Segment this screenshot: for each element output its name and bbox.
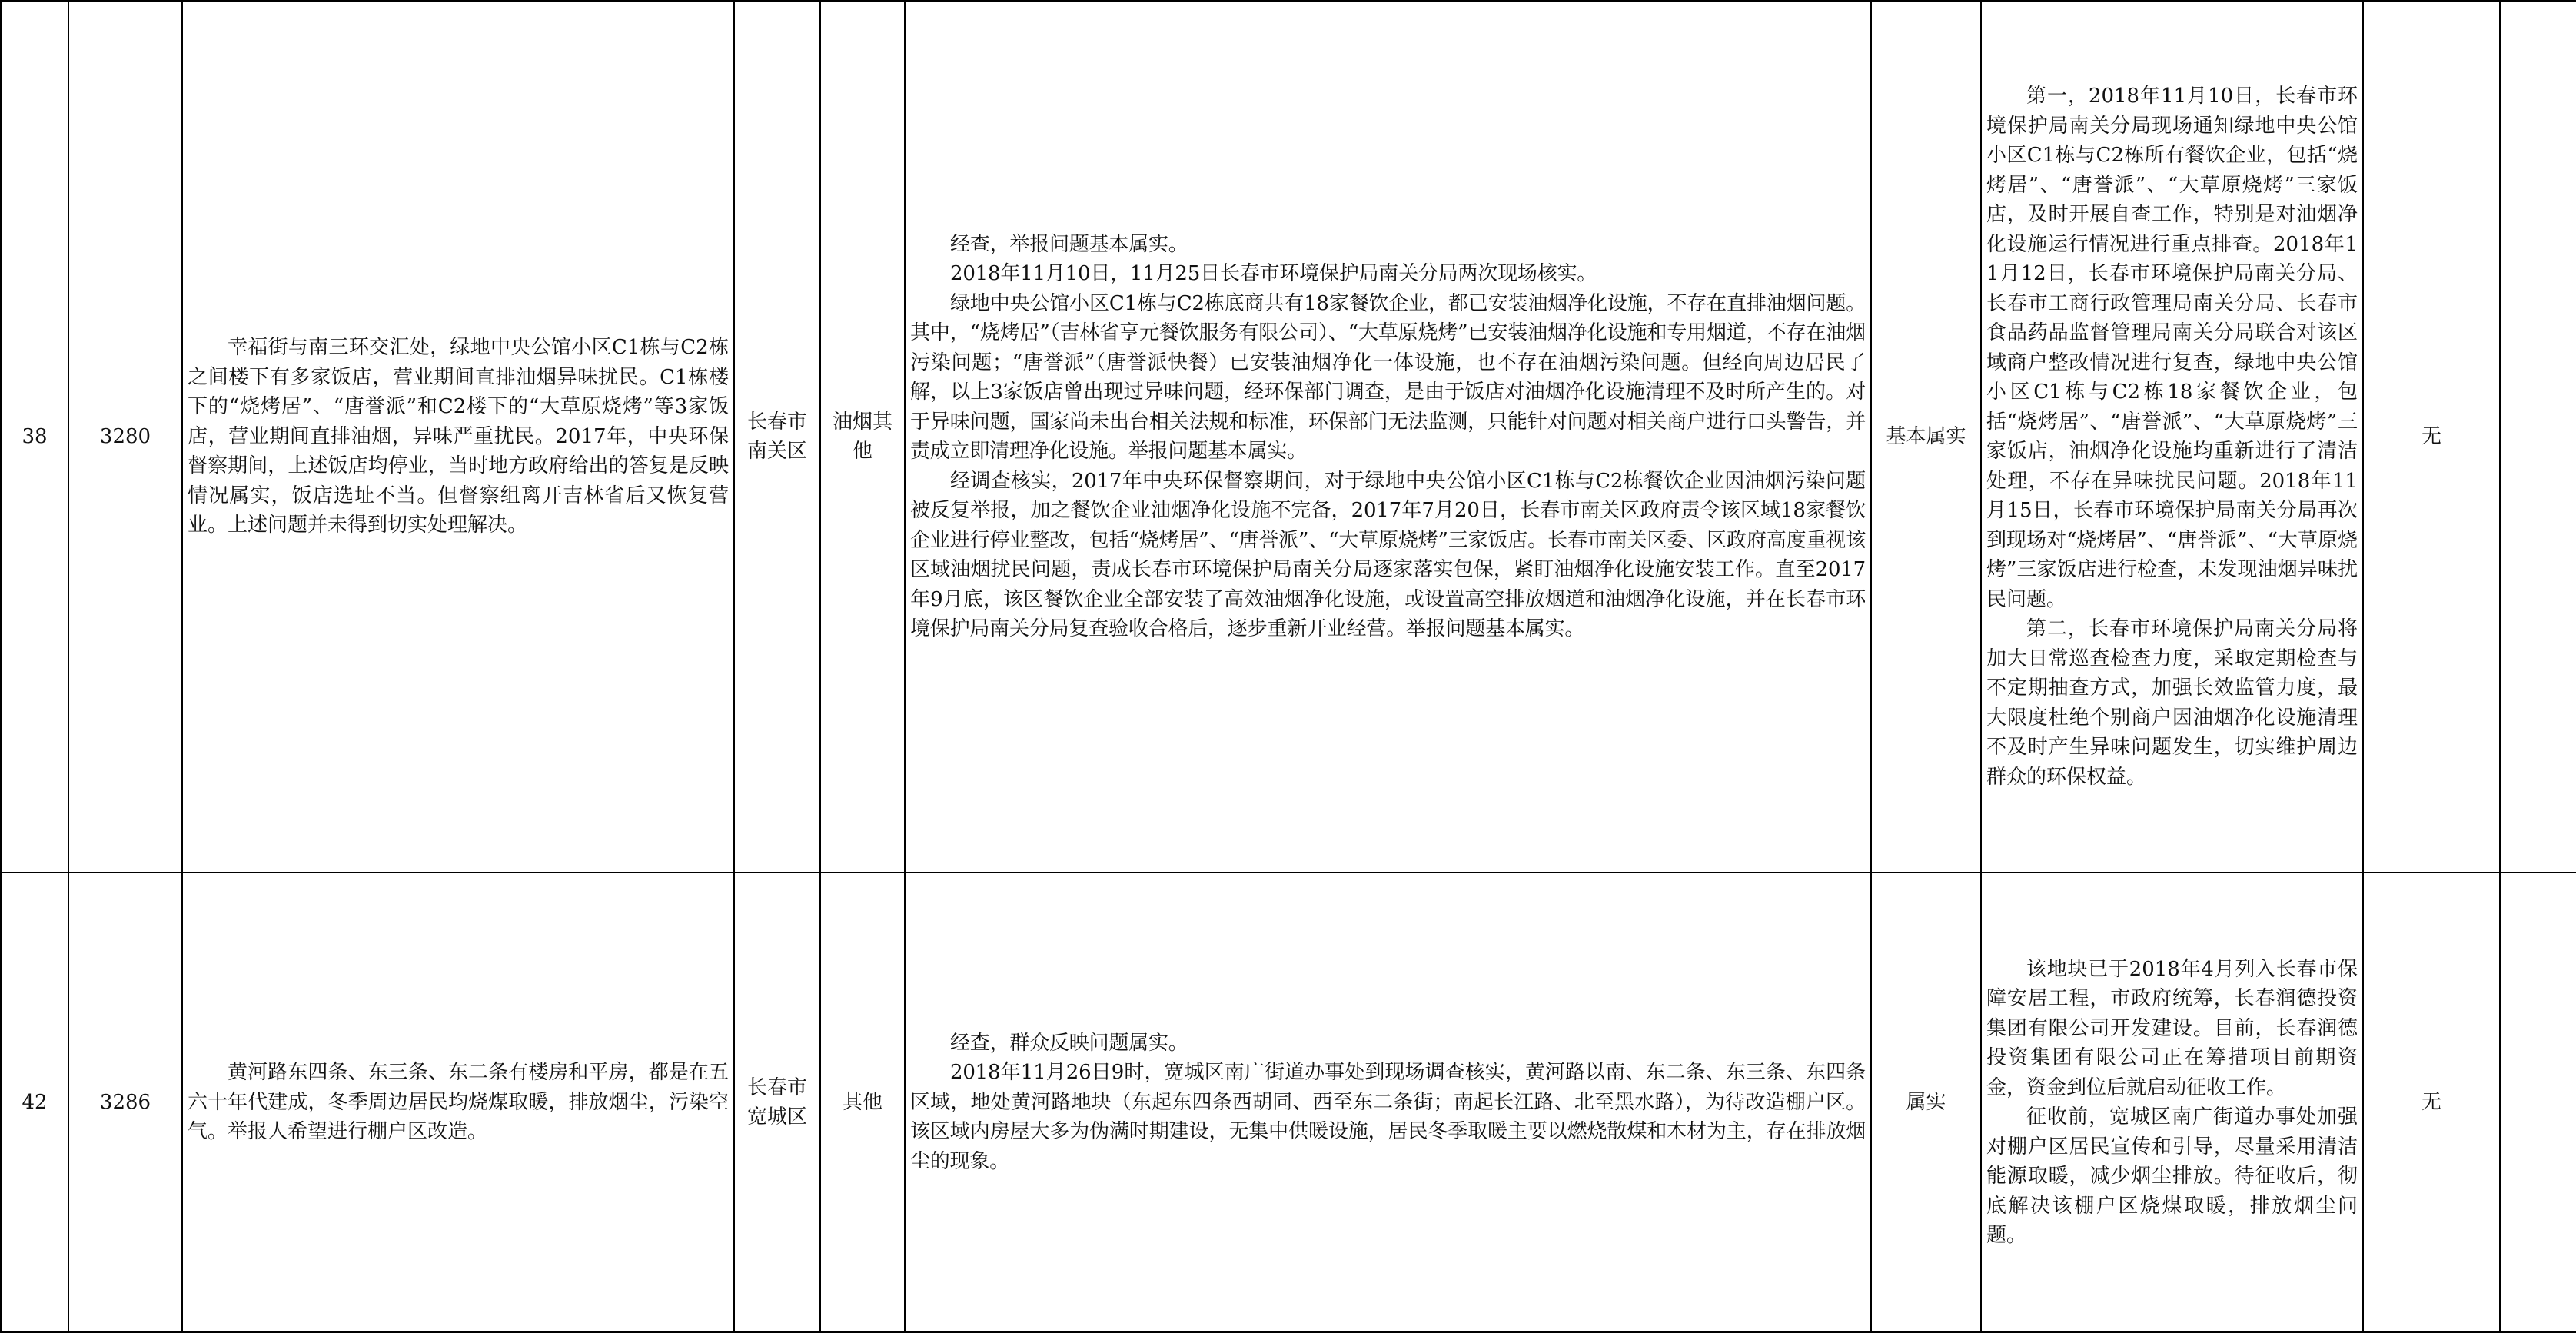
verdict-cell: 属实 (1871, 873, 1981, 1332)
findings-paragraph: 经查，群众反映问题属实。 (950, 1031, 1188, 1055)
findings-paragraph: 2018年11月26日9时，宽城区南广街道办事处到现场调查核实，黄河路以南、东二条、东三条、东四条区域，地处黄河路地块（东起东四条西胡同、西至东二条街；南起长江路、北至黑水路），为待改造棚户区。该区域内房屋大多为伪满时期建设，无集中供暖设施，居民冬季取暖主要以燃烧散煤和木材为主，存在排放烟尘的现象。 (910, 1061, 1866, 1173)
table-row (1, 1, 2576, 873)
accountability-cell: 无 (2363, 873, 2500, 1332)
handling-paragraph: 第二，长春市环境保护局南关分局将加大日常巡查检查力度，采取定期检查与不定期抽查方式，加强长效监管力度，最大限度杜绝个别商户因油烟净化设施清理不及时产生异味问题发生，切实维护周边群众的环保权益。 (1986, 617, 2358, 789)
district-cell: 长春市南关区 (734, 1, 820, 873)
case-no-cell: 3280 (68, 1, 182, 873)
findings-cell (905, 1, 1871, 873)
handling-paragraph: 征收前，宽城区南广街道办事处加强对棚户区居民宣传和引导，尽量采用清洁能源取暖，减少烟尘排放。待征收后，彻底解决该棚户区烧煤取暖，排放烟尘问题。 (1986, 1105, 2358, 1247)
complaint-cell (182, 873, 734, 1332)
handling-paragraph: 该地块已于2018年4月列入长春市保障安居工程，市政府统筹，长春润德投资集团有限公司开发建设。目前，长春润德投资集团有限公司正在筹措项目前期资金，资金到位后就启动征收工作。 (1986, 957, 2358, 1099)
handling-paragraph: 第一，2018年11月10日，长春市环境保护局南关分局现场通知绿地中央公馆小区C1栋与C2栋所有餐饮企业，包括“烧烤居”、“唐誉派”、“大草原烧烤”三家饭店，及时开展自查工作，特别是对油烟净化设施运行情况进行重点排查。2018年11月12日，长春市环境保护局南关分局、长春市工商行政管理局南关分局、长春市食品药品监督管理局南关分局联合对该区域商户整改情况进行复查，绿地中央公馆小区C1栋与C2栋18家餐饮企业，包括“烧烤居”、“唐誉派”、“大草原烧烤”三家饭店，油烟净化设施均重新进行了清洁处理，不存在异味扰民问题。2018年11月15日，长春市环境保护局南关分局再次到现场对“烧烤居”、“唐誉派”、“大草原烧烤”三家饭店进行检查，未发现油烟异味扰民问题。 (1986, 85, 2358, 611)
remarks-cell (2500, 873, 2576, 1332)
complaint-cell (182, 1, 734, 873)
seq-cell: 42 (1, 873, 68, 1332)
remarks-cell (2500, 1, 2576, 873)
findings-cell (905, 873, 1871, 1332)
accountability-cell: 无 (2363, 1, 2500, 873)
findings-paragraph: 经查，举报问题基本属实。 (950, 232, 1188, 256)
seq-cell: 38 (1, 1, 68, 873)
verdict-cell: 基本属实 (1871, 1, 1981, 873)
findings-paragraph: 2018年11月10日，11月25日长春市环境保护局南关分局两次现场核实。 (950, 262, 1597, 285)
handling-cell (1981, 1, 2363, 873)
findings-paragraph: 经调查核实，2017年中央环保督察期间，对于绿地中央公馆小区C1栋与C2栋餐饮企业因油烟污染问题被反复举报，加之餐饮企业油烟净化设施不完备，2017年7月20日，长春市南关区政府责令该区域18家餐饮企业进行停业整改，包括“烧烤居”、“唐誉派”、“大草原烧烤”三家饭店。长春市南关区委、区政府高度重视该区域油烟扰民问题，责成长春市环境保护局南关分局逐家落实包保，紧盯油烟净化设施安装工作。直至2017年9月底，该区餐饮企业全部安装了高效油烟净化设施，或设置高空排放烟道和油烟净化设施，并在长春市环境保护局南关分局复查验收合格后，逐步重新开业经营。举报问题基本属实。 (910, 469, 1866, 640)
findings-paragraph: 绿地中央公馆小区C1栋与C2栋底商共有18家餐饮企业，都已安装油烟净化设施，不存在直排油烟问题。其中，“烧烤居”（吉林省亨元餐饮服务有限公司）、“大草原烧烤”已安装油烟净化设施和专用烟道，不存在油烟污染问题；“唐誉派”（唐誉派快餐）已安装油烟净化一体设施，也不存在油烟污染问题。但经向周边居民了解，以上3家饭店曾出现过异味问题，经环保部门调查，是由于饭店对油烟净化设施清理不及时所产生的。对于异味问题，国家尚未出台相关法规和标准，环保部门无法监测，只能针对问题对相关商户进行口头警告，并责成立即清理净化设施。举报问题基本属实。 (910, 291, 1866, 463)
table-row (1, 873, 2576, 1332)
case-no-cell: 3286 (68, 873, 182, 1332)
district-cell: 长春市宽城区 (734, 873, 820, 1332)
category-cell: 其他 (820, 873, 905, 1332)
handling-cell (1981, 873, 2363, 1332)
complaint-text: 黄河路东四条、东三条、东二条有楼房和平房，都是在五六十年代建成，冬季周边居民均烧煤取暖，排放烟尘，污染空气。举报人希望进行棚户区改造。 (188, 1061, 729, 1144)
complaint-text: 幸福街与南三环交汇处，绿地中央公馆小区C1栋与C2栋之间楼下有多家饭店，营业期间直排油烟异味扰民。C1栋楼下的“烧烤居”、“唐誉派”和C2楼下的“大草原烧烤”等3家饭店，营业期间直排油烟，异味严重扰民。2017年，中央环保督察期间，上述饭店均停业，当时地方政府给出的答复是反映情况属实，饭店选址不当。但督察组离开吉林省后又恢复营业。上述问题并未得到切实处理解决。 (188, 336, 729, 537)
category-cell: 油烟其他 (820, 1, 905, 873)
